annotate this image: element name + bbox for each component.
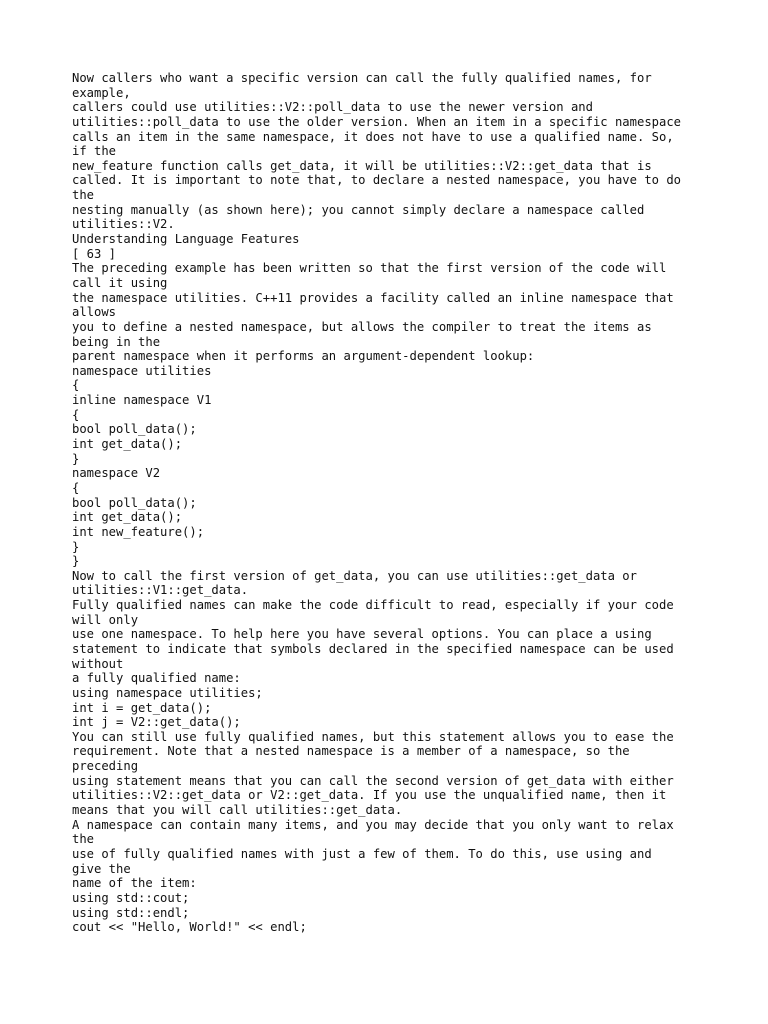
text-line: without: [72, 656, 124, 671]
code-line: {: [72, 407, 80, 422]
text-line: Now to call the first version of get_data, you can use utilities::get_data or: [72, 568, 637, 583]
code-line: {: [72, 378, 80, 393]
text-line: call it using: [72, 275, 168, 290]
text-line: you to define a nested namespace, but allows the compiler to treat the items as: [72, 319, 652, 334]
text-line: calls an item in the same namespace, it does not have to use a qualified name. So,: [72, 129, 674, 144]
code-line: namespace utilities: [72, 363, 212, 378]
code-line: namespace V2: [72, 466, 161, 481]
text-line: statement to indicate that symbols declared in the specified namespace can be used: [72, 641, 674, 656]
code-line: }: [72, 554, 80, 569]
code-line: int i = get_data();: [72, 700, 212, 715]
code-line: int get_data();: [72, 510, 183, 525]
text-line: utilities::V2::get_data or V2::get_data. If you use the unqualified name, then it: [72, 788, 667, 803]
code-line: bool poll_data();: [72, 495, 197, 510]
text-line: nesting manually (as shown here); you cannot simply declare a namespace called: [72, 202, 645, 217]
code-line: using std::cout;: [72, 890, 190, 905]
page-number: [ 63 ]: [72, 246, 117, 261]
text-line: use of fully qualified names with just a few of them. To do this, use using and: [72, 846, 652, 861]
code-line: {: [72, 480, 80, 495]
text-line: use one namespace. To help here you have several options. You can place a using: [72, 627, 652, 642]
code-line: cout << "Hello, World!" << endl;: [72, 920, 307, 935]
text-line: You can still use fully qualified names, but this statement allows you to ease the: [72, 729, 674, 744]
text-line: name of the item:: [72, 876, 197, 891]
text-line: preceding: [72, 759, 139, 774]
text-line: example,: [72, 85, 131, 100]
text-line: give the: [72, 861, 131, 876]
text-line: utilities::V2.: [72, 217, 175, 232]
text-line: The preceding example has been written so that the first version of the code will: [72, 261, 667, 276]
text-line: will only: [72, 612, 139, 627]
code-line: }: [72, 451, 80, 466]
text-line: the: [72, 188, 95, 203]
code-line: }: [72, 539, 80, 554]
code-line: bool poll_data();: [72, 422, 197, 437]
text-line: being in the: [72, 334, 161, 349]
text-line: callers could use utilities::V2::poll_data to use the newer version and: [72, 100, 593, 115]
text-line: A namespace can contain many items, and you may decide that you only want to relax: [72, 817, 674, 832]
code-line: using namespace utilities;: [72, 685, 263, 700]
text-line: the: [72, 832, 95, 847]
code-line: int get_data();: [72, 437, 183, 452]
text-line: if the: [72, 144, 117, 159]
text-line: means that you will call utilities::get_data.: [72, 803, 403, 818]
text-line: parent namespace when it performs an argument-dependent lookup:: [72, 349, 535, 364]
text-line: a fully qualified name:: [72, 671, 241, 686]
code-line: int new_feature();: [72, 524, 205, 539]
text-line: using statement means that you can call the second version of get_data with either: [72, 773, 674, 788]
code-line: using std::endl;: [72, 905, 190, 920]
text-line: Now callers who want a specific version can call the fully qualified names, for: [72, 71, 652, 85]
text-line: Fully qualified names can make the code difficult to read, especially if your code: [72, 598, 674, 613]
text-line: the namespace utilities. C++11 provides a facility called an inline namespace that: [72, 290, 674, 305]
document-page: [72, 71, 712, 935]
text-line: called. It is important to note that, to declare a nested namespace, you have to do: [72, 173, 682, 188]
text-line: new_feature function calls get_data, it will be utilities::V2::get_data that is: [72, 158, 652, 173]
text-line: allows: [72, 305, 117, 320]
code-line: int j = V2::get_data();: [72, 715, 241, 730]
running-header: Understanding Language Features: [72, 232, 300, 247]
text-line: requirement. Note that a nested namespace is a member of a namespace, so the: [72, 744, 630, 759]
text-line: utilities::poll_data to use the older version. When an item in a specific namespace: [72, 114, 682, 129]
code-line: inline namespace V1: [72, 393, 212, 408]
text-line: utilities::V1::get_data.: [72, 583, 249, 598]
